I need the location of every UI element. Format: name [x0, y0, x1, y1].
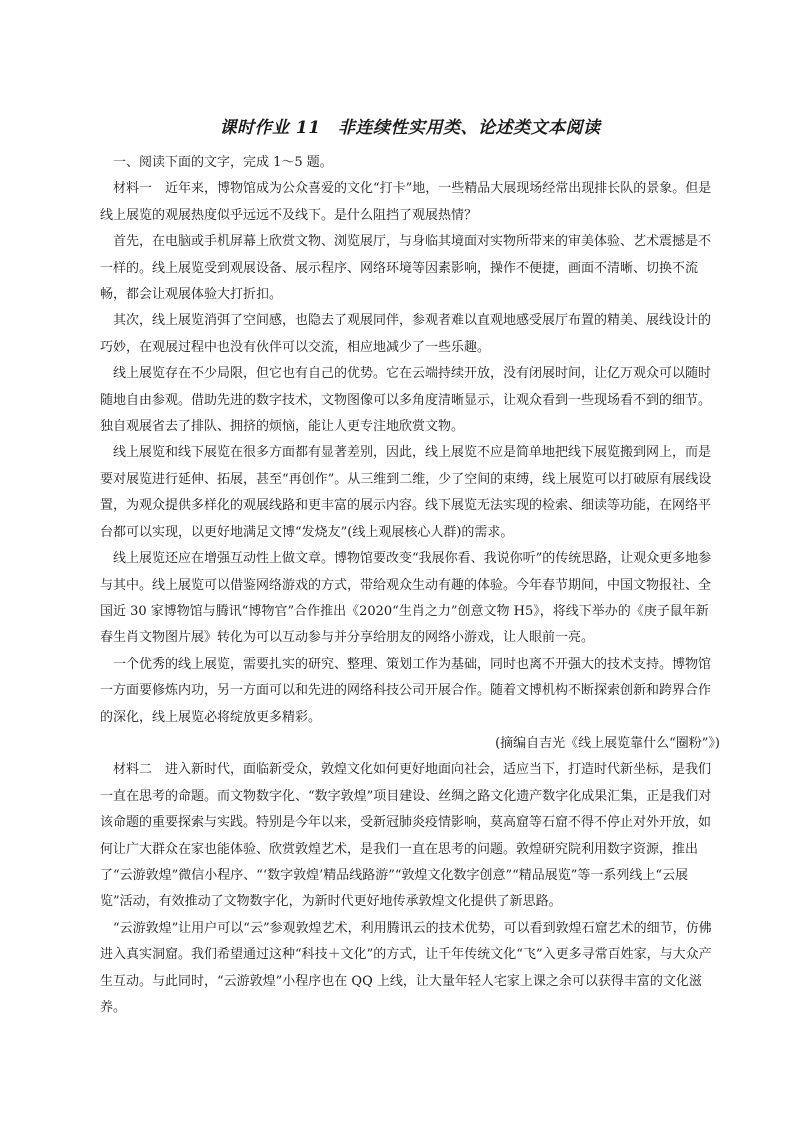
paragraph-interaction: 线上展览还应在增强互动性上做文章。博物馆要改变“我展你看、我说你听”的传统思路，让观众更多地参与其中。线上展览可以借鉴网络游戏的方式，带给观众生动有趣的体验。今年春节期间，中国文物报社、全国近 30 家博物馆与腾讯“博物官”合作推出《2020“生肖之力”创意文物 H5》，将线下举办的《庚子鼠年新春生肖文物图片展》转化为可以互动参与并分享给朋友的网络小游戏，让人眼前一亮。: [100, 551, 712, 646]
paragraph-instructions: 一、阅读下面的文字，完成 1～5 题。: [100, 155, 333, 170]
paragraph-material-two: 材料二 进入新时代，面临新受众，敦煌文化如何更好地面向社会，适应当下，打造时代新坐标，是我们一直在思考的命题。而文物数字化、“数字敦煌”项目建设、丝绸之路文化遗产数字化成果汇集，正是我们对该命题的重要探索与实践。特别是今年以来，受新冠肺炎疫情影响，莫高窟等石窟不得不停止对外开放，如何让广大群众在家也能体验、欣赏敦煌艺术，是我们一直在思考的问题。敦煌研究院利用数字资源，推出了“云游敦煌”微信小程序、“‘数字敦煌’精品线路游”“敦煌文化数字创意”“精品展览”等一系列线上“云展览”活动，有效推动了文物数字化，为新时代更好地传承敦煌文化提供了新思路。: [100, 762, 712, 910]
paragraph-differences: 线上展览和线下展览在很多方面都有显著差别，因此，线上展览不应是简单地把线下展览搬到网上，而是要对展览进行延伸、拓展，甚至“再创作”。从三维到二维，少了空间的束缚，线上展览可以打破原有展线设置，为观众提供多样化的观展线路和更丰富的展示内容。线下展览无法实现的检索、细读等功能，在网络平台都可以实现，以更好地满足文博“发烧友”(线上观展核心人群)的需求。: [100, 445, 712, 540]
page-title: 课时作业 11 非连续性实用类、论述类文本阅读: [219, 118, 601, 138]
paragraph-advantages: 线上展览存在不少局限，但它也有自己的优势。它在云端持续开放，没有闭展时间，让亿万观众可以随时随地自由参观。借助先进的数字技术，文物图像可以多角度清晰显示，让观众看到一些现场看不到的细节。独自观展省去了排队、拥挤的烦恼，能让人更专注地欣赏文物。: [100, 366, 712, 435]
source-citation: (摘编自吉光《线上展览靠什么“圈粉”》): [495, 735, 720, 751]
paragraph-cloud-dunhuang: “云游敦煌”让用户可以“云”参观敦煌艺术，利用腾讯云的技术优势，可以看到敦煌石窟艺术的细节，仿佛进入真实洞窟。我们希望通过这种“科技＋文化”的方式，让千年传统文化“飞”入更多寻常百姓家，与大众产生互动。与此同时，“云游敦煌”小程序也在 QQ 上线，让大量年轻人宅家上课之余可以获得丰富的文化滋养。: [100, 920, 712, 1015]
document-page: [100, 116, 720, 1021]
paragraph-material-one-intro: 材料一 近年来，博物馆成为公众喜爱的文化“打卡”地，一些精品大展现场经常出现排长队的景象。但是线上展览的观展热度似乎远远不及线下。是什么阻挡了观展热情？: [100, 181, 712, 223]
paragraph-second-reason: 其次，线上展览消弭了空间感，也隐去了观展同伴，参观者难以直观地感受展厅布置的精美、展线设计的巧妙，在观展过程中也没有伙伴可以交流，相应地减少了一些乐趣。: [100, 313, 712, 355]
paragraph-conclusion: 一个优秀的线上展览，需要扎实的研究、整理、策划工作为基础，同时也离不开强大的技术支持。博物馆一方面要修炼内功，另一方面可以和先进的网络科技公司开展合作。随着文博机构不断探索创新和跨界合作的深化，线上展览必将绽放更多精彩。: [100, 656, 712, 725]
paragraph-first-reason: 首先，在电脑或手机屏幕上欣赏文物、浏览展厅，与身临其境面对实物所带来的审美体验、艺术震撼是不一样的。线上展览受到观展设备、展示程序、网络环境等因素影响，操作不便捷，画面不清晰、切换不流畅，都会让观展体验大打折扣。: [100, 234, 712, 303]
